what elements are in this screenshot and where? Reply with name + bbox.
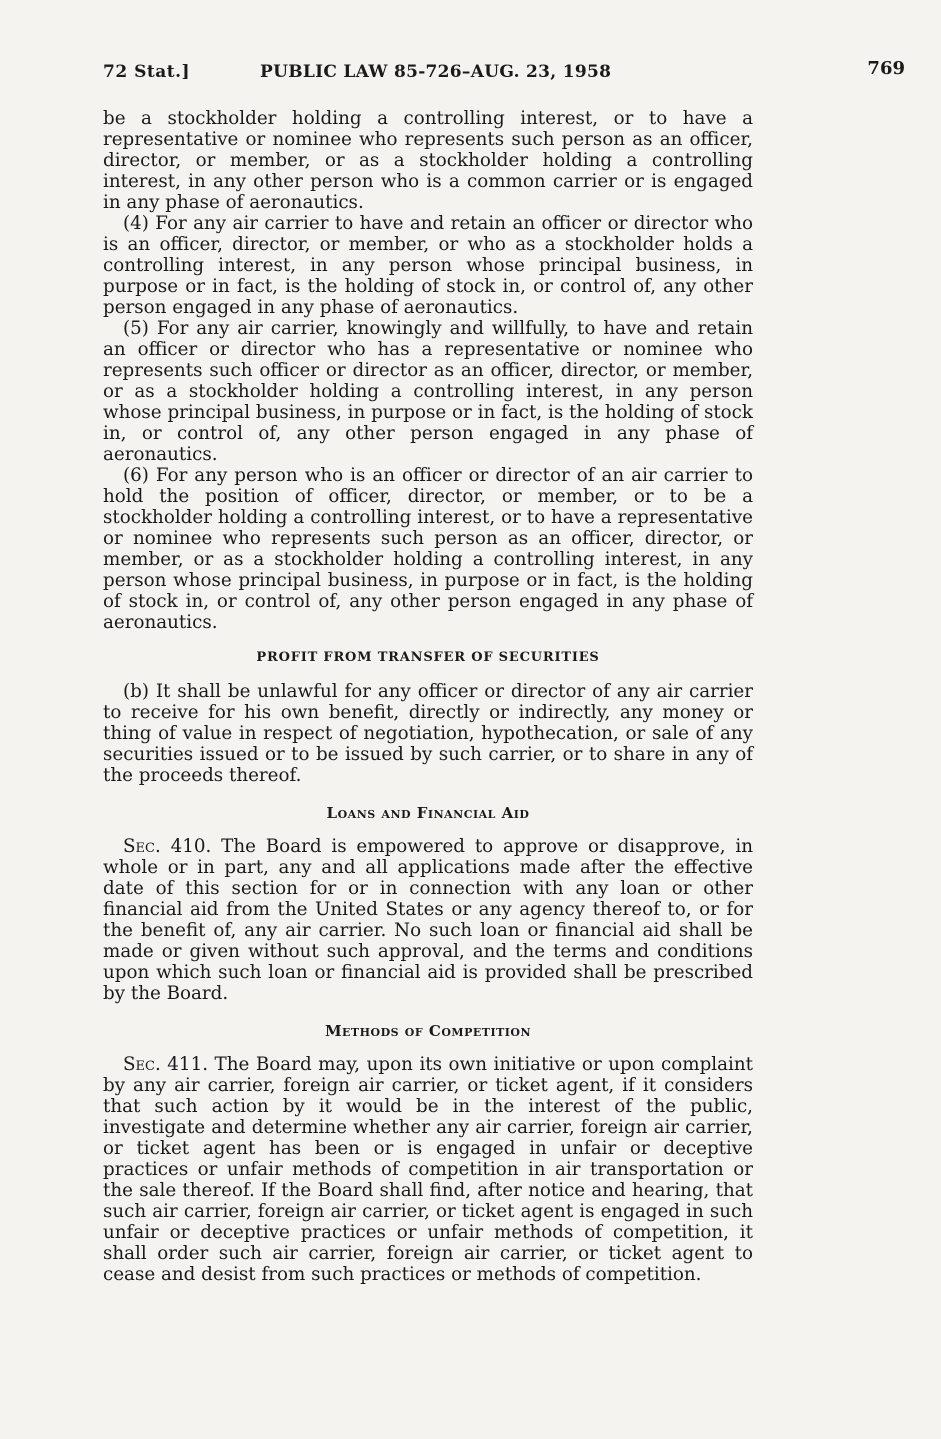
page-number: 769 xyxy=(867,58,905,79)
heading-methods-of-competition: Methods of Competition xyxy=(324,1022,532,1040)
section-411-label: Sec. 411. xyxy=(123,1054,209,1075)
heading-profit-from-transfer: PROFIT FROM TRANSFER OF SECURITIES xyxy=(256,650,600,665)
page-body xyxy=(103,108,753,1285)
section-411 xyxy=(103,1054,753,1285)
section-410 xyxy=(103,836,753,1004)
paragraph-5: (5) For any air carrier, knowingly and willfully, to have and retain an officer or director who has a representative or nominee who represents such officer or director as an officer, director, or member, or as a stockholder holding a controlling interest, in any person whose principal business, in purpose or in fact, is the holding of stock in, or control of, any other person engaged in any phase of aeronautics. xyxy=(103,318,753,465)
paragraph-6: (6) For any person who is an officer or director of an air carrier to hold the position of officer, director, or member, or to be a stockholder holding a controlling interest, or to have a representative or nominee who represents such person as an officer, director, or member, or as a stockholder holding a controlling interest, in any person whose principal business, in purpose or in fact, is the holding of stock in, or control of, any other person engaged in any phase of aeronautics. xyxy=(103,465,753,633)
statute-volume: 72 Stat.] xyxy=(103,62,191,82)
page-header xyxy=(103,58,905,88)
paragraph-b: (b) It shall be unlawful for any officer or director of any air carrier to receive for his own benefit, directly or indirectly, any money or thing of value in respect of negotiation, hypothecation, or sale of any securities issued or to be issued by such carrier, or to share in any of the proceeds thereof. xyxy=(103,681,753,786)
section-410-text: The Board is empowered to approve or disapprove, in whole or in part, any and all applications made after the effective date of this section for or in connection with any loan or other financial aid from the United States or any agency thereof to, or for the benefit of, any air carrier. No such loan or financial aid shall be made or given without such approval, and the terms and conditions upon which such loan or financial aid is provided shall be prescribed by the Board. xyxy=(103,836,753,1004)
paragraph-4: (4) For any air carrier to have and retain an officer or director who is an officer, director, or member, or who as a stockholder holds a controlling interest, in any person whose principal business, in purpose or in fact, is the holding of stock in, or control of, any other person engaged in any phase of aeronautics. xyxy=(103,213,753,318)
heading-loans-financial-aid: Loans and Financial Aid xyxy=(326,804,530,822)
page-title: PUBLIC LAW 85-726–AUG. 23, 1958 xyxy=(260,62,612,82)
section-411-text: The Board may, upon its own initiative or upon complaint by any air carrier, foreign air carrier, or ticket agent, if it considers that such action by it would be in the interest of the public, investigate and determine whether any air carrier, foreign air carrier, or ticket agent has been or is engaged in unfair or deceptive practices or unfair methods of competition in air transportation or the sale thereof. If the Board shall find, after notice and hearing, that such air carrier, foreign air carrier, or ticket agent is engaged in such unfair or deceptive practices or unfair methods of competition, it shall order such air carrier, foreign air carrier, or ticket agent to cease and desist from such practices or methods of competition. xyxy=(103,1054,753,1285)
paragraph-continued: be a stockholder holding a controlling interest, or to have a representative or nominee who represents such person as an officer, director, or member, or as a stockholder holding a controlling interest, in any other person who is a common carrier or is engaged in any phase of aeronautics. xyxy=(103,108,753,213)
section-410-label: Sec. 410. xyxy=(123,836,212,857)
